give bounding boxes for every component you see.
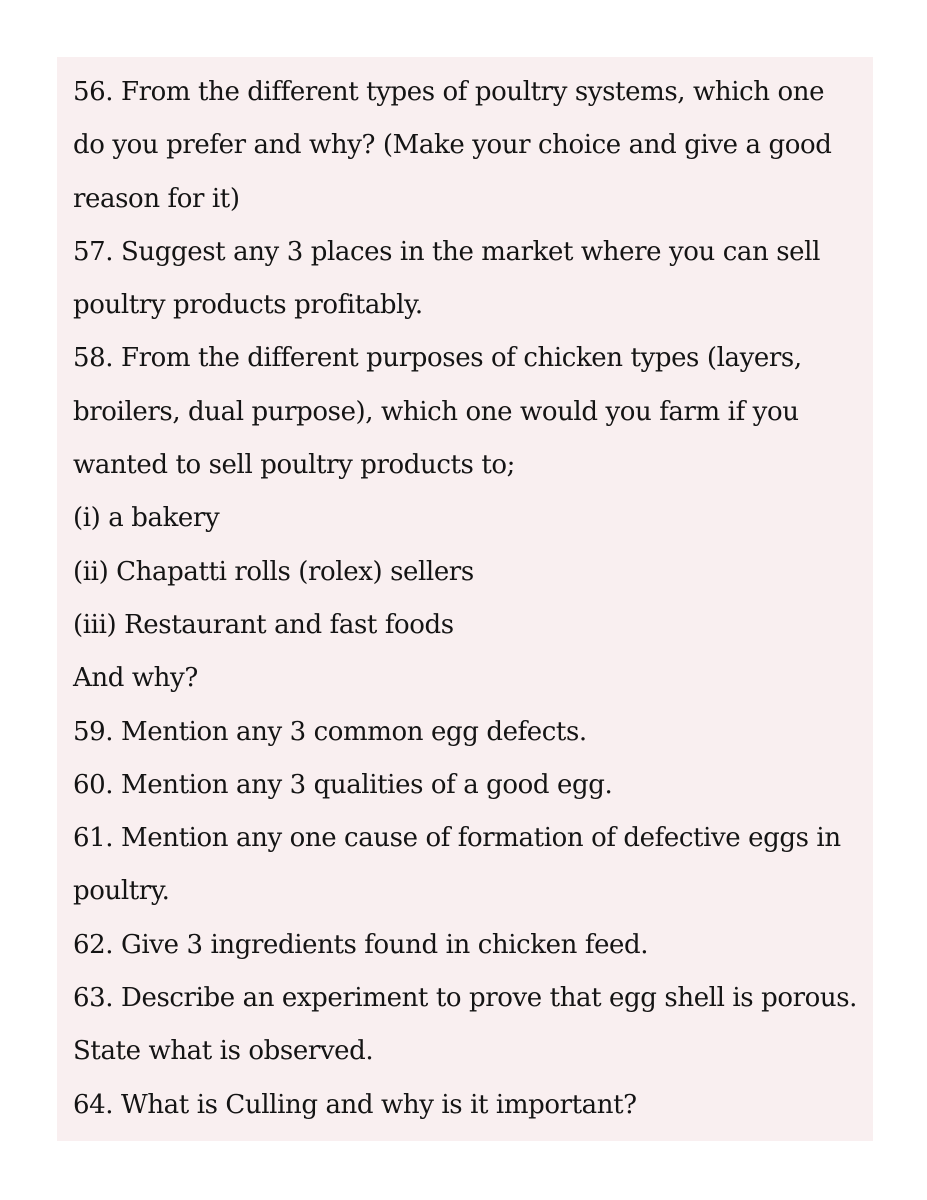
questions-panel — [57, 57, 873, 1141]
question-58-line-1: 58. From the different purposes of chicken types (layers, — [73, 343, 802, 374]
question-58-line-2: broilers, dual purpose), which one would you farm if you — [73, 396, 799, 427]
question-60: 60. Mention any 3 qualities of a good egg. — [73, 769, 613, 800]
question-58-option-ii: (ii) Chapatti rolls (rolex) sellers — [73, 556, 474, 587]
question-59: 59. Mention any 3 common egg defects. — [73, 716, 587, 747]
question-64: 64. What is Culling and why is it important? — [73, 1089, 637, 1120]
question-61-line-2: poultry. — [73, 876, 170, 907]
question-58-line-why: And why? — [73, 663, 198, 694]
question-57-line-1: 57. Suggest any 3 places in the market where you can sell — [73, 236, 820, 267]
question-56-line-2: do you prefer and why? (Make your choice and give a good — [73, 130, 832, 161]
question-57-line-2: poultry products profitably. — [73, 290, 423, 321]
question-62: 62. Give 3 ingredients found in chicken feed. — [73, 929, 649, 960]
question-58-line-3: wanted to sell poultry products to; — [73, 450, 516, 481]
question-58-option-iii: (iii) Restaurant and fast foods — [73, 609, 454, 640]
question-63-line-1: 63. Describe an experiment to prove that egg shell is porous. — [73, 983, 858, 1014]
question-61-line-1: 61. Mention any one cause of formation of defective eggs in — [73, 823, 841, 854]
question-56-line-3: reason for it) — [73, 183, 240, 214]
question-56-line-1: 56. From the different types of poultry systems, which one — [73, 77, 825, 107]
question-58-option-i: (i) a bakery — [73, 503, 220, 534]
question-63-line-2: State what is observed. — [73, 1036, 374, 1067]
